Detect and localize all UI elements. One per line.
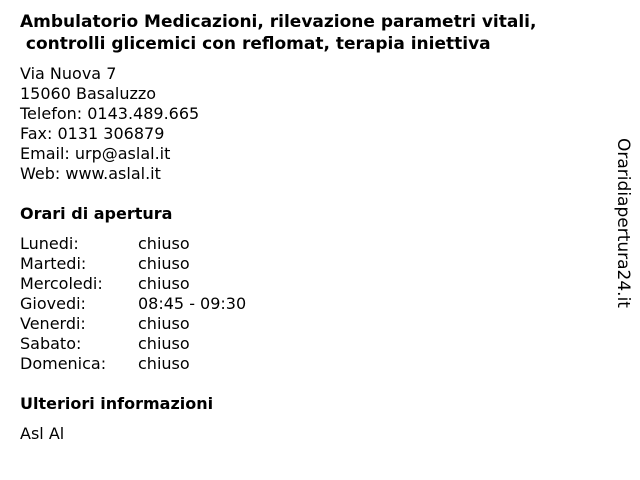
day-label: Martedi:: [20, 254, 87, 273]
phone-number: Telefon: 0143.489.665: [20, 104, 200, 123]
day-label: Domenica:: [20, 354, 107, 373]
day-label: Lunedi:: [20, 234, 79, 253]
more-info-text: Asl Al: [20, 424, 65, 443]
title-line-1: Ambulatorio Medicazioni, rilevazione parametri vitali,: [20, 12, 537, 32]
day-hours: chiuso: [138, 234, 190, 253]
day-hours: chiuso: [138, 274, 190, 293]
day-label: Sabato:: [20, 334, 82, 353]
site-watermark: Oraridiapertura24.it: [613, 138, 633, 308]
fax-number: Fax: 0131 306879: [20, 124, 165, 143]
day-hours: 08:45 - 09:30: [138, 294, 247, 313]
email-address: Email: urp@aslal.it: [20, 144, 171, 163]
more-info-heading: Ulteriori informazioni: [20, 394, 214, 413]
day-label: Mercoledi:: [20, 274, 103, 293]
contact-block: [20, 64, 199, 184]
day-hours: chiuso: [138, 354, 190, 373]
day-hours: chiuso: [138, 334, 190, 353]
street-address: Via Nuova 7: [20, 64, 117, 83]
day-hours: chiuso: [138, 254, 190, 273]
page-title: [20, 11, 630, 55]
title-line-2: controlli glicemici con reflomat, terapia iniettiva: [20, 34, 491, 54]
day-label: Venerdi:: [20, 314, 86, 333]
opening-hours-heading: Orari di apertura: [20, 204, 173, 223]
website: Web: www.aslal.it: [20, 164, 161, 183]
city-postal: 15060 Basaluzzo: [20, 84, 157, 103]
day-hours: chiuso: [138, 314, 190, 333]
day-label: Giovedi:: [20, 294, 86, 313]
